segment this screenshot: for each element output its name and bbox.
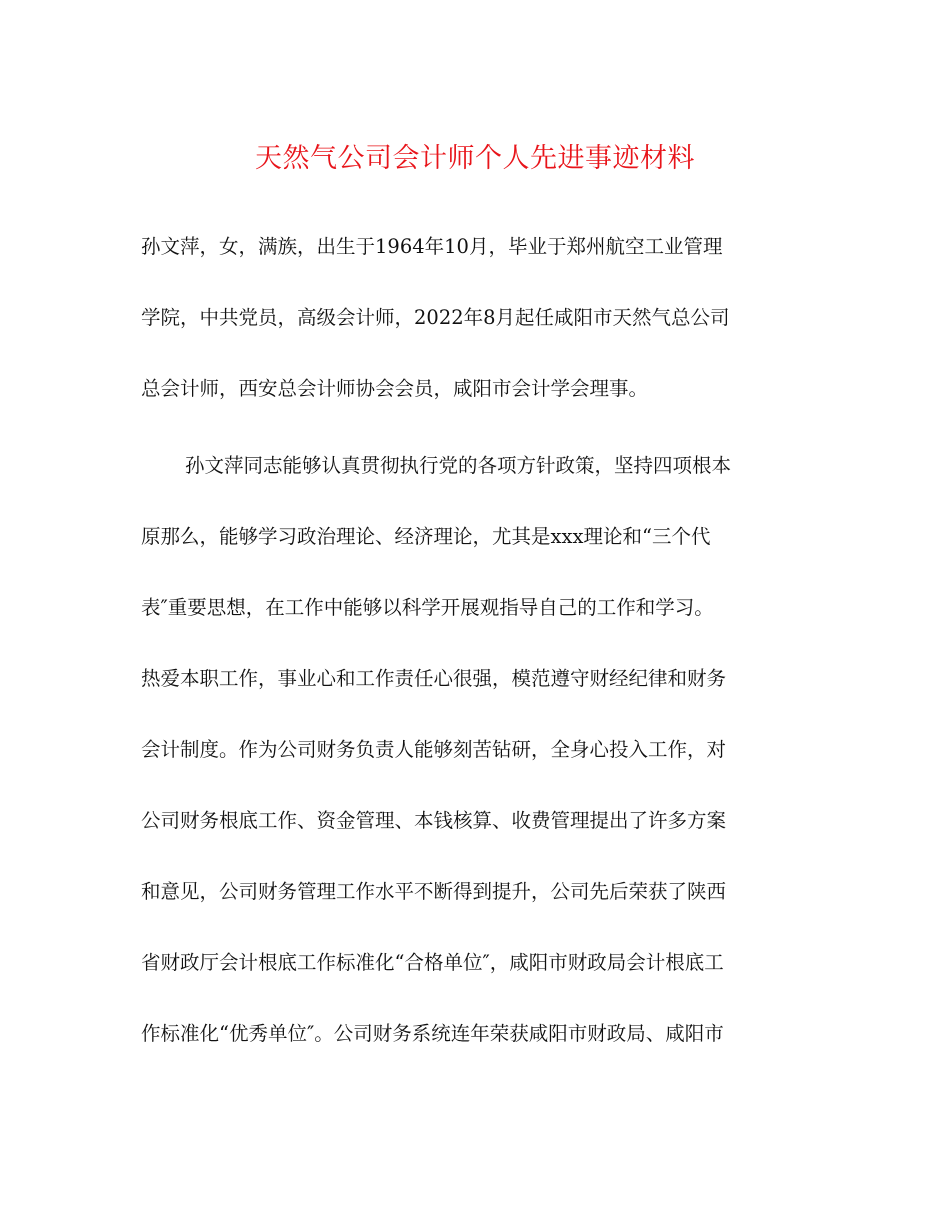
paragraph-line: 热爱本职工作，事业心和工作责任心很强，模范遵守财经纪律和财务 (141, 667, 727, 690)
document-title: 天然气公司会计师个人先进事迹材料 (255, 143, 695, 174)
paragraph-line: 表″重要思想，在工作中能够以科学开展观指导自己的工作和学习。 (141, 596, 714, 619)
paragraph-line: 孙文萍，女，满族，出生于1964年10月，毕业于郑州航空工业管理 (141, 235, 723, 258)
paragraph-line: 公司财务根底工作、资金管理、本钱核算、收费管理提出了许多方案 (141, 809, 727, 832)
paragraph-line: 总会计师，西安总会计师协会会员，咸阳市会计学会理事。 (141, 377, 649, 400)
paragraph-line: 省财政厅会计根底工作标准化“合格单位″，咸阳市财政局会计根底工 (141, 951, 724, 974)
paragraph-line: 孙文萍同志能够认真贯彻执行党的各项方针政策，坚持四项根本 (185, 454, 732, 477)
paragraph-line: 和意见，公司财务管理工作水平不断得到提升，公司先后荣获了陕西 (141, 880, 727, 903)
paragraph-line: 原那么，能够学习政治理论、经济理论，尤其是xxx理论和“三个代 (141, 525, 711, 548)
paragraph-line: 会计制度。作为公司财务负责人能够刻苦钻研，全身心投入工作，对 (141, 738, 727, 761)
paragraph-line: 作标准化“优秀单位″。公司财务系统连年荣获咸阳市财政局、咸阳市 (141, 1022, 724, 1045)
paragraph-line: 学院，中共党员，高级会计师，2022年8月起任咸阳市天然气总公司 (141, 306, 730, 329)
